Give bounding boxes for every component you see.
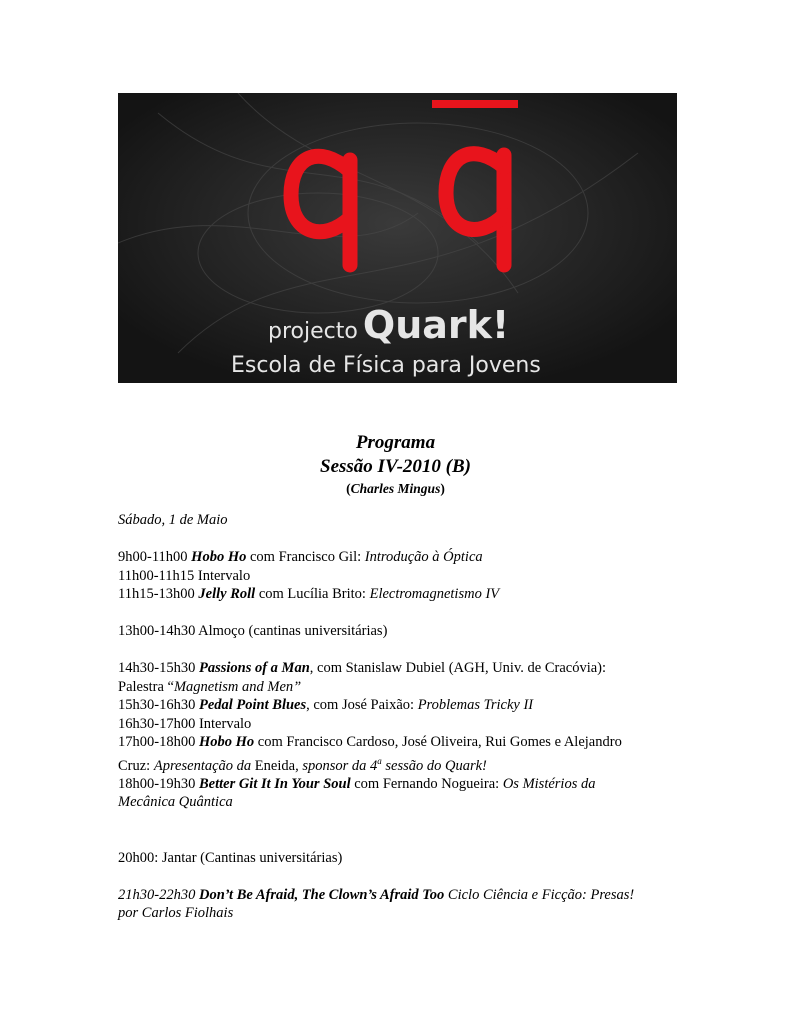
schedule-item: 17h00-18h00 Hobo Ho com Francisco Cardoso, José Oliveira, Rui Gomes e Alejandro bbox=[118, 734, 622, 750]
schedule-date: Sábado, 1 de Maio bbox=[118, 512, 228, 528]
program-title: Programa bbox=[355, 432, 436, 453]
schedule-item: 15h30-16h30 Pedal Point Blues, com José Paixão: Problemas Tricky II bbox=[118, 697, 534, 713]
banner-image bbox=[118, 93, 677, 383]
schedule-item-detail: Cruz: Apresentação da Eneida, sponsor da 4$^a$ sessão do Quark! bbox=[118, 755, 487, 774]
schedule-item: 21h30-22h30 Don’t Be Afraid, The Clown’s Afraid Too Ciclo Ciência e Ficção: Presas! bbox=[118, 886, 635, 903]
schedule bbox=[118, 511, 698, 923]
schedule-item: 11h00-11h15 Intervalo bbox=[118, 567, 251, 584]
schedule-item: 9h00-11h00 Hobo Ho com Francisco Gil: Introdução à Óptica bbox=[118, 549, 483, 565]
program-heading bbox=[0, 431, 791, 499]
schedule-dinner: 20h00: Jantar (Cantinas universitárias) bbox=[118, 849, 343, 866]
schedule-item-detail: por Carlos Fiolhais bbox=[118, 905, 234, 922]
schedule-item: 14h30-15h30 Passions of a Man, com Stanislaw Dubiel (AGH, Univ. de Cracóvia): bbox=[118, 660, 607, 676]
brand-line bbox=[268, 303, 509, 347]
schedule-lunch: 13h00-14h30 Almoço (cantinas universitárias) bbox=[118, 623, 388, 639]
tagline: Escola de Física para Jovens bbox=[231, 353, 541, 378]
session-theme: (Charles Mingus) bbox=[346, 481, 445, 496]
session-title: Sessão IV-2010 (B) bbox=[320, 456, 471, 477]
schedule-item: 16h30-17h00 Intervalo bbox=[118, 715, 252, 732]
brand-name: Quark! bbox=[362, 303, 510, 347]
schedule-item-detail: Mecânica Quântica bbox=[118, 794, 233, 811]
schedule-item: 18h00-19h30 Better Git It In Your Soul com Fernando Nogueira: Os Mistérios da bbox=[118, 775, 596, 792]
schedule-item: 11h15-13h00 Jelly Roll com Lucília Brito: Electromagnetismo IV bbox=[118, 586, 500, 602]
brand-prefix: projecto bbox=[268, 319, 358, 344]
schedule-item-detail: Palestra “Magnetism and Men” bbox=[118, 678, 302, 695]
